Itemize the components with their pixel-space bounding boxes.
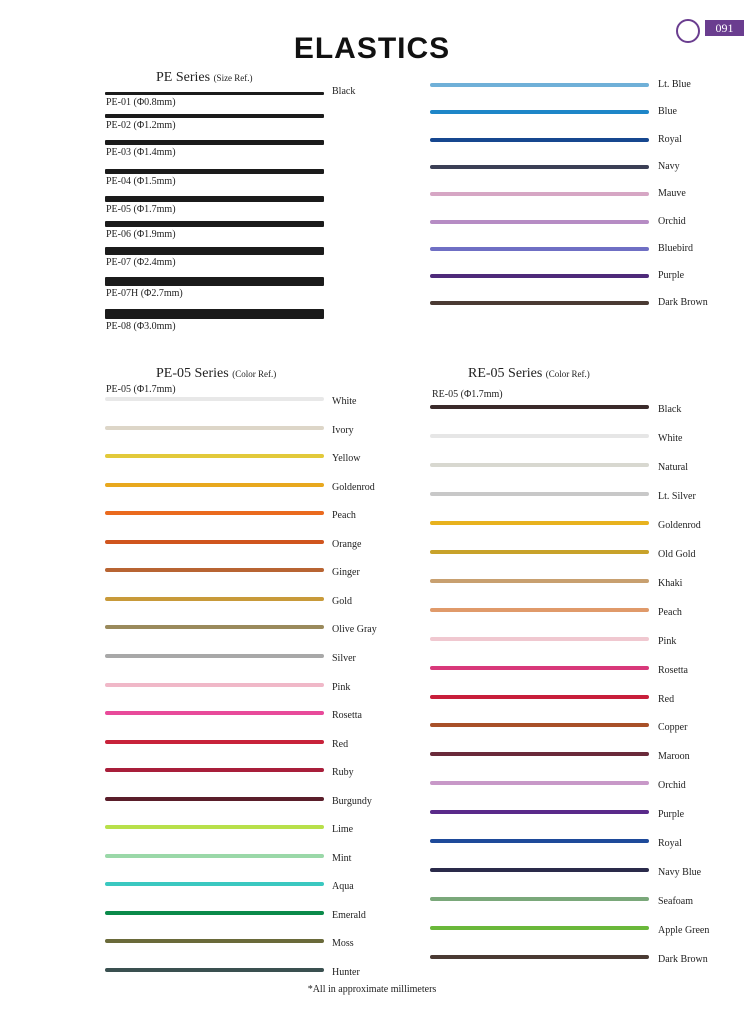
color-name: Lt. Silver	[658, 490, 696, 502]
color-name: Aqua	[332, 881, 354, 893]
size-label: PE-07H (Φ2.7mm)	[106, 287, 183, 299]
cord-swatch	[105, 939, 324, 943]
color-name: White	[332, 396, 357, 407]
cord-swatch	[430, 897, 649, 901]
cord-swatch	[105, 597, 324, 601]
color-name: Purple	[658, 270, 685, 282]
color-name: Dark Brown	[658, 954, 708, 966]
cord-swatch	[430, 247, 649, 251]
color-name: Emerald	[332, 909, 366, 921]
cord-swatch	[430, 579, 649, 583]
cord-swatch	[430, 434, 649, 438]
cord-swatch	[430, 192, 649, 196]
cord-swatch	[430, 810, 649, 814]
color-name: Lime	[332, 824, 354, 836]
cord-swatch	[430, 955, 649, 959]
color-name: Navy	[658, 160, 680, 172]
cord-swatch	[430, 926, 649, 930]
color-name: Rosetta	[332, 710, 362, 722]
cord-swatch	[430, 301, 649, 305]
page-number: 091	[705, 20, 744, 36]
size-label: PE-01 (Φ0.8mm)	[106, 96, 176, 108]
color-name: Silver	[332, 652, 356, 664]
cord-swatch	[430, 666, 649, 670]
cord-swatch	[105, 277, 324, 286]
color-name: Seafoam	[658, 896, 693, 908]
cord-swatch	[105, 114, 324, 118]
cord-swatch	[105, 169, 324, 174]
color-name: Moss	[332, 938, 354, 950]
cord-swatch	[105, 825, 324, 829]
section-title-note: (Color Ref.)	[232, 369, 277, 379]
size-label: PE-07 (Φ2.4mm)	[106, 257, 176, 268]
cord-swatch	[105, 140, 324, 145]
cord-swatch	[105, 309, 324, 319]
cord-swatch	[430, 165, 649, 169]
color-name: Pink	[658, 635, 677, 647]
color-name: Apple Green	[658, 925, 710, 937]
size-label: PE-04 (Φ1.5mm)	[106, 175, 176, 187]
color-name: Dark Brown	[658, 297, 708, 309]
cord-swatch	[105, 511, 324, 515]
color-name: Red	[658, 693, 675, 705]
cord-swatch	[105, 797, 324, 801]
color-name: Yellow	[332, 453, 361, 465]
size-label: PE-03 (Φ1.4mm)	[106, 146, 176, 158]
color-name: Orange	[332, 538, 362, 550]
section-title-text: RE-05 Series	[468, 366, 546, 381]
color-name: Goldenrod	[658, 519, 701, 531]
cord-swatch	[105, 625, 324, 629]
cord-swatch	[430, 83, 649, 87]
cord-swatch	[430, 868, 649, 872]
color-name: Royal	[658, 133, 682, 145]
cord-swatch	[430, 274, 649, 278]
cord-swatch	[105, 483, 324, 487]
section-title	[156, 70, 253, 86]
cord-swatch	[105, 654, 324, 658]
cord-swatch	[430, 138, 649, 142]
cord-swatch	[430, 637, 649, 641]
cord-swatch	[105, 882, 324, 886]
size-label: PE-06 (Φ1.9mm)	[106, 229, 176, 240]
cord-swatch	[105, 196, 324, 202]
cord-swatch	[430, 695, 649, 699]
cord-swatch	[105, 397, 324, 401]
color-name: Mint	[332, 852, 352, 864]
cord-swatch	[105, 568, 324, 572]
brand-logo	[676, 19, 700, 43]
section-title	[156, 366, 276, 382]
color-name: Goldenrod	[332, 481, 375, 493]
color-name: Ginger	[332, 567, 360, 579]
cord-swatch	[105, 426, 324, 430]
color-name: White	[658, 432, 683, 444]
color-name: Peach	[658, 606, 682, 618]
section-title-text: PE Series	[156, 70, 214, 85]
section-title-note: (Color Ref.)	[545, 369, 590, 379]
size-label: PE-08 (Φ3.0mm)	[106, 321, 176, 332]
color-name: Olive Gray	[332, 624, 377, 636]
section-title-note: (Size Ref.)	[213, 73, 253, 83]
cord-swatch	[430, 492, 649, 496]
cord-swatch	[105, 92, 324, 95]
cord-swatch	[430, 752, 649, 756]
cord-swatch	[430, 781, 649, 785]
color-name: Rosetta	[658, 664, 688, 676]
color-name: Royal	[658, 838, 682, 850]
color-name: Black	[658, 404, 682, 415]
section-title	[468, 366, 590, 382]
color-name: Blue	[658, 106, 677, 118]
cord-swatch	[105, 221, 324, 227]
cord-swatch	[430, 110, 649, 114]
size-label: PE-02 (Φ1.2mm)	[106, 120, 176, 131]
cord-swatch	[105, 711, 324, 715]
cord-swatch	[105, 968, 324, 972]
cord-swatch	[105, 454, 324, 458]
color-name: Old Gold	[658, 548, 696, 560]
color-name: Lt. Blue	[658, 79, 691, 90]
color-name: Maroon	[658, 751, 690, 763]
color-name: Peach	[332, 510, 356, 522]
color-name: Burgundy	[332, 795, 372, 807]
color-name: Copper	[658, 722, 688, 734]
color-name: Hunter	[332, 967, 360, 978]
color-name: Ivory	[332, 424, 354, 436]
color-name: Orchid	[658, 780, 686, 792]
cord-swatch	[430, 521, 649, 525]
cord-swatch	[105, 540, 324, 544]
cord-swatch	[430, 839, 649, 843]
section-subtitle: PE-05 (Φ1.7mm)	[106, 384, 176, 395]
cord-swatch	[105, 683, 324, 687]
cord-swatch	[105, 247, 324, 255]
size-label: PE-05 (Φ1.7mm)	[106, 204, 176, 215]
page-title: ELASTICS	[293, 32, 451, 65]
cord-swatch	[430, 220, 649, 224]
section-title-text: PE-05 Series	[156, 366, 233, 381]
cord-swatch	[430, 608, 649, 612]
cord-swatch	[105, 768, 324, 772]
cord-swatch	[430, 723, 649, 727]
color-name: Pink	[332, 681, 351, 693]
color-label: Black	[332, 86, 356, 97]
color-name: Red	[332, 738, 349, 750]
color-name: Navy Blue	[658, 867, 702, 879]
cord-swatch	[105, 740, 324, 744]
cord-swatch	[430, 405, 649, 409]
color-name: Orchid	[658, 215, 686, 227]
cord-swatch	[105, 854, 324, 858]
color-name: Purple	[658, 809, 685, 821]
color-name: Bluebird	[658, 242, 693, 254]
color-name: Gold	[332, 595, 352, 607]
section-subtitle: RE-05 (Φ1.7mm)	[432, 389, 503, 400]
footer-note: *All in approximate millimeters	[307, 984, 437, 995]
color-name: Ruby	[332, 767, 354, 779]
cord-swatch	[430, 550, 649, 554]
color-name: Natural	[658, 461, 688, 473]
color-name: Mauve	[658, 188, 686, 200]
cord-swatch	[105, 911, 324, 915]
color-name: Khaki	[658, 577, 683, 589]
cord-swatch	[430, 463, 649, 467]
